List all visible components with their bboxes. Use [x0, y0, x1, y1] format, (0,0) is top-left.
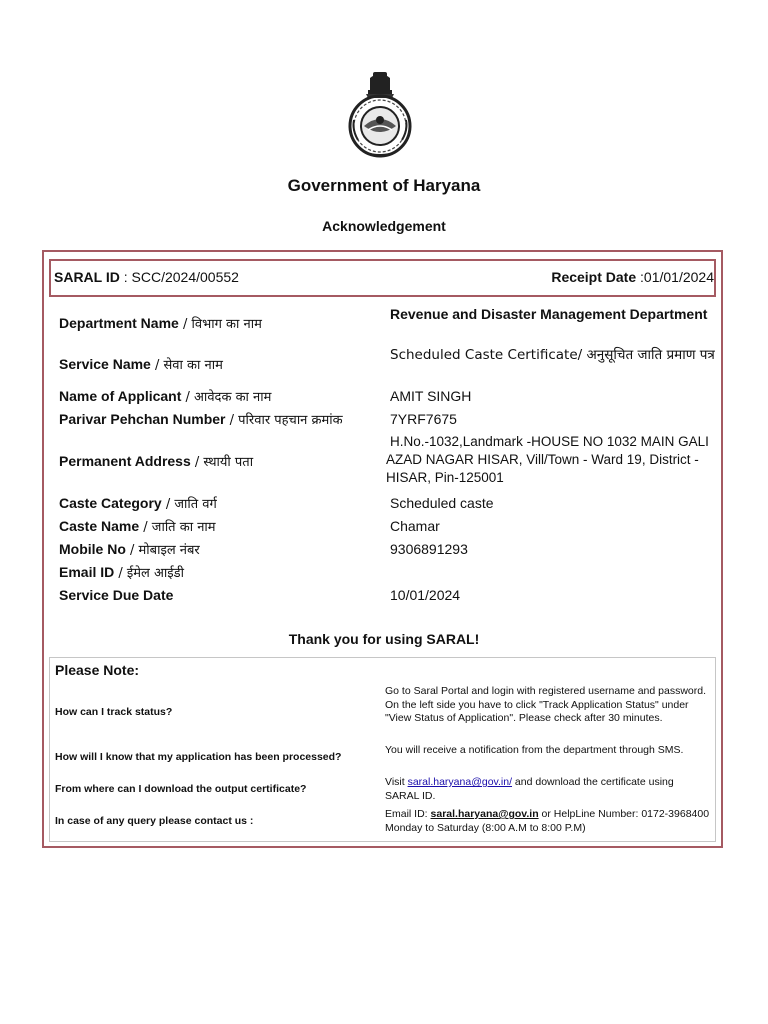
field-label: Service Due Date — [59, 587, 174, 603]
haryana-emblem-icon — [346, 68, 414, 160]
receipt-date-label: Receipt Date — [551, 269, 637, 285]
field-label-hindi: / परिवार पहचान क्रमांक — [225, 413, 343, 428]
field-label: Caste Name — [59, 518, 140, 534]
note-answer: You will receive a notification from the department through SMS. — [385, 744, 684, 756]
field-label-hindi: / आवेदक का नाम — [181, 390, 272, 405]
contact-email-link[interactable]: saral.haryana@gov.in — [430, 808, 539, 820]
field-label: Caste Category — [59, 495, 162, 511]
government-title: Government of Haryana — [287, 176, 481, 195]
field-label-hindi: / जाति का नाम — [139, 520, 216, 535]
service-value: Scheduled Caste Certificate/ अनुसूचित जाति प्रमाण पत्र — [390, 347, 715, 363]
parivar-value: 7YRF7675 — [390, 411, 457, 427]
field-label: Mobile No — [59, 541, 126, 557]
note-answer — [385, 776, 710, 803]
field-label: Service Name — [59, 356, 151, 372]
field-label-hindi: / सेवा का नाम — [150, 358, 223, 373]
field-label-hindi: / ईमेल आईडी — [114, 566, 184, 581]
field-label-hindi: / विभाग का नाम — [178, 317, 262, 332]
note-question: From where can I download the output certificate? — [55, 783, 307, 795]
field-label: Department Name — [59, 315, 179, 331]
address-value: H.No.-1032,Landmark -HOUSE NO 1032 MAIN GALI AZAD NAGAR HISAR, Vill/Town - Ward 19, District -HISAR, Pin-125001 — [386, 434, 709, 485]
department-value: Revenue and Disaster Management Department — [390, 306, 708, 322]
note-answer — [385, 808, 710, 835]
note-question: In case of any query please contact us : — [55, 815, 254, 827]
receipt-date-value: :01/01/2024 — [636, 269, 714, 285]
caste-category-value: Scheduled caste — [390, 495, 494, 511]
mobile-value: 9306891293 — [390, 541, 468, 557]
field-label-hindi: / मोबाइल नंबर — [125, 543, 200, 558]
applicant-value: AMIT SINGH — [390, 388, 472, 404]
due-date-value: 10/01/2024 — [390, 587, 461, 603]
field-label: Permanent Address — [59, 453, 191, 469]
note-answer: Go to Saral Portal and login with registered username and password. On the left side you have to click "Track Application Status" under "View Status of Application". Please check after 30 minutes. — [385, 685, 707, 724]
saral-id — [54, 269, 239, 285]
thank-you-message: Thank you for using SARAL! — [288, 631, 480, 647]
document-type-title: Acknowledgement — [322, 218, 446, 234]
note-title: Please Note: — [55, 662, 140, 678]
note-answer-suffix: or HelpLine Number: 0172-3968400 Monday to Saturday (8:00 A.M to 8:00 P.M) — [385, 808, 710, 834]
note-question: How will I know that my application has been processed? — [55, 751, 342, 763]
saral-portal-link[interactable]: saral.haryana@gov.in/ — [407, 776, 513, 788]
note-answer-suffix: and download the certificate using SARAL ID. — [385, 776, 674, 802]
field-label: Email ID — [59, 564, 115, 580]
saral-id-value: : SCC/2024/00552 — [119, 269, 239, 285]
note-question: How can I track status? — [55, 706, 173, 718]
note-answer-prefix: Email ID: — [385, 808, 431, 820]
receipt-date — [551, 269, 714, 285]
note-answer-prefix: Visit — [385, 776, 408, 788]
saral-id-label: SARAL ID — [54, 269, 120, 285]
caste-name-value: Chamar — [390, 518, 440, 534]
field-label: Name of Applicant — [59, 388, 182, 404]
field-label-hindi: / स्थायी पता — [190, 455, 254, 470]
field-label: Parivar Pehchan Number — [59, 411, 226, 427]
field-label-hindi: / जाति वर्ग — [161, 497, 217, 512]
